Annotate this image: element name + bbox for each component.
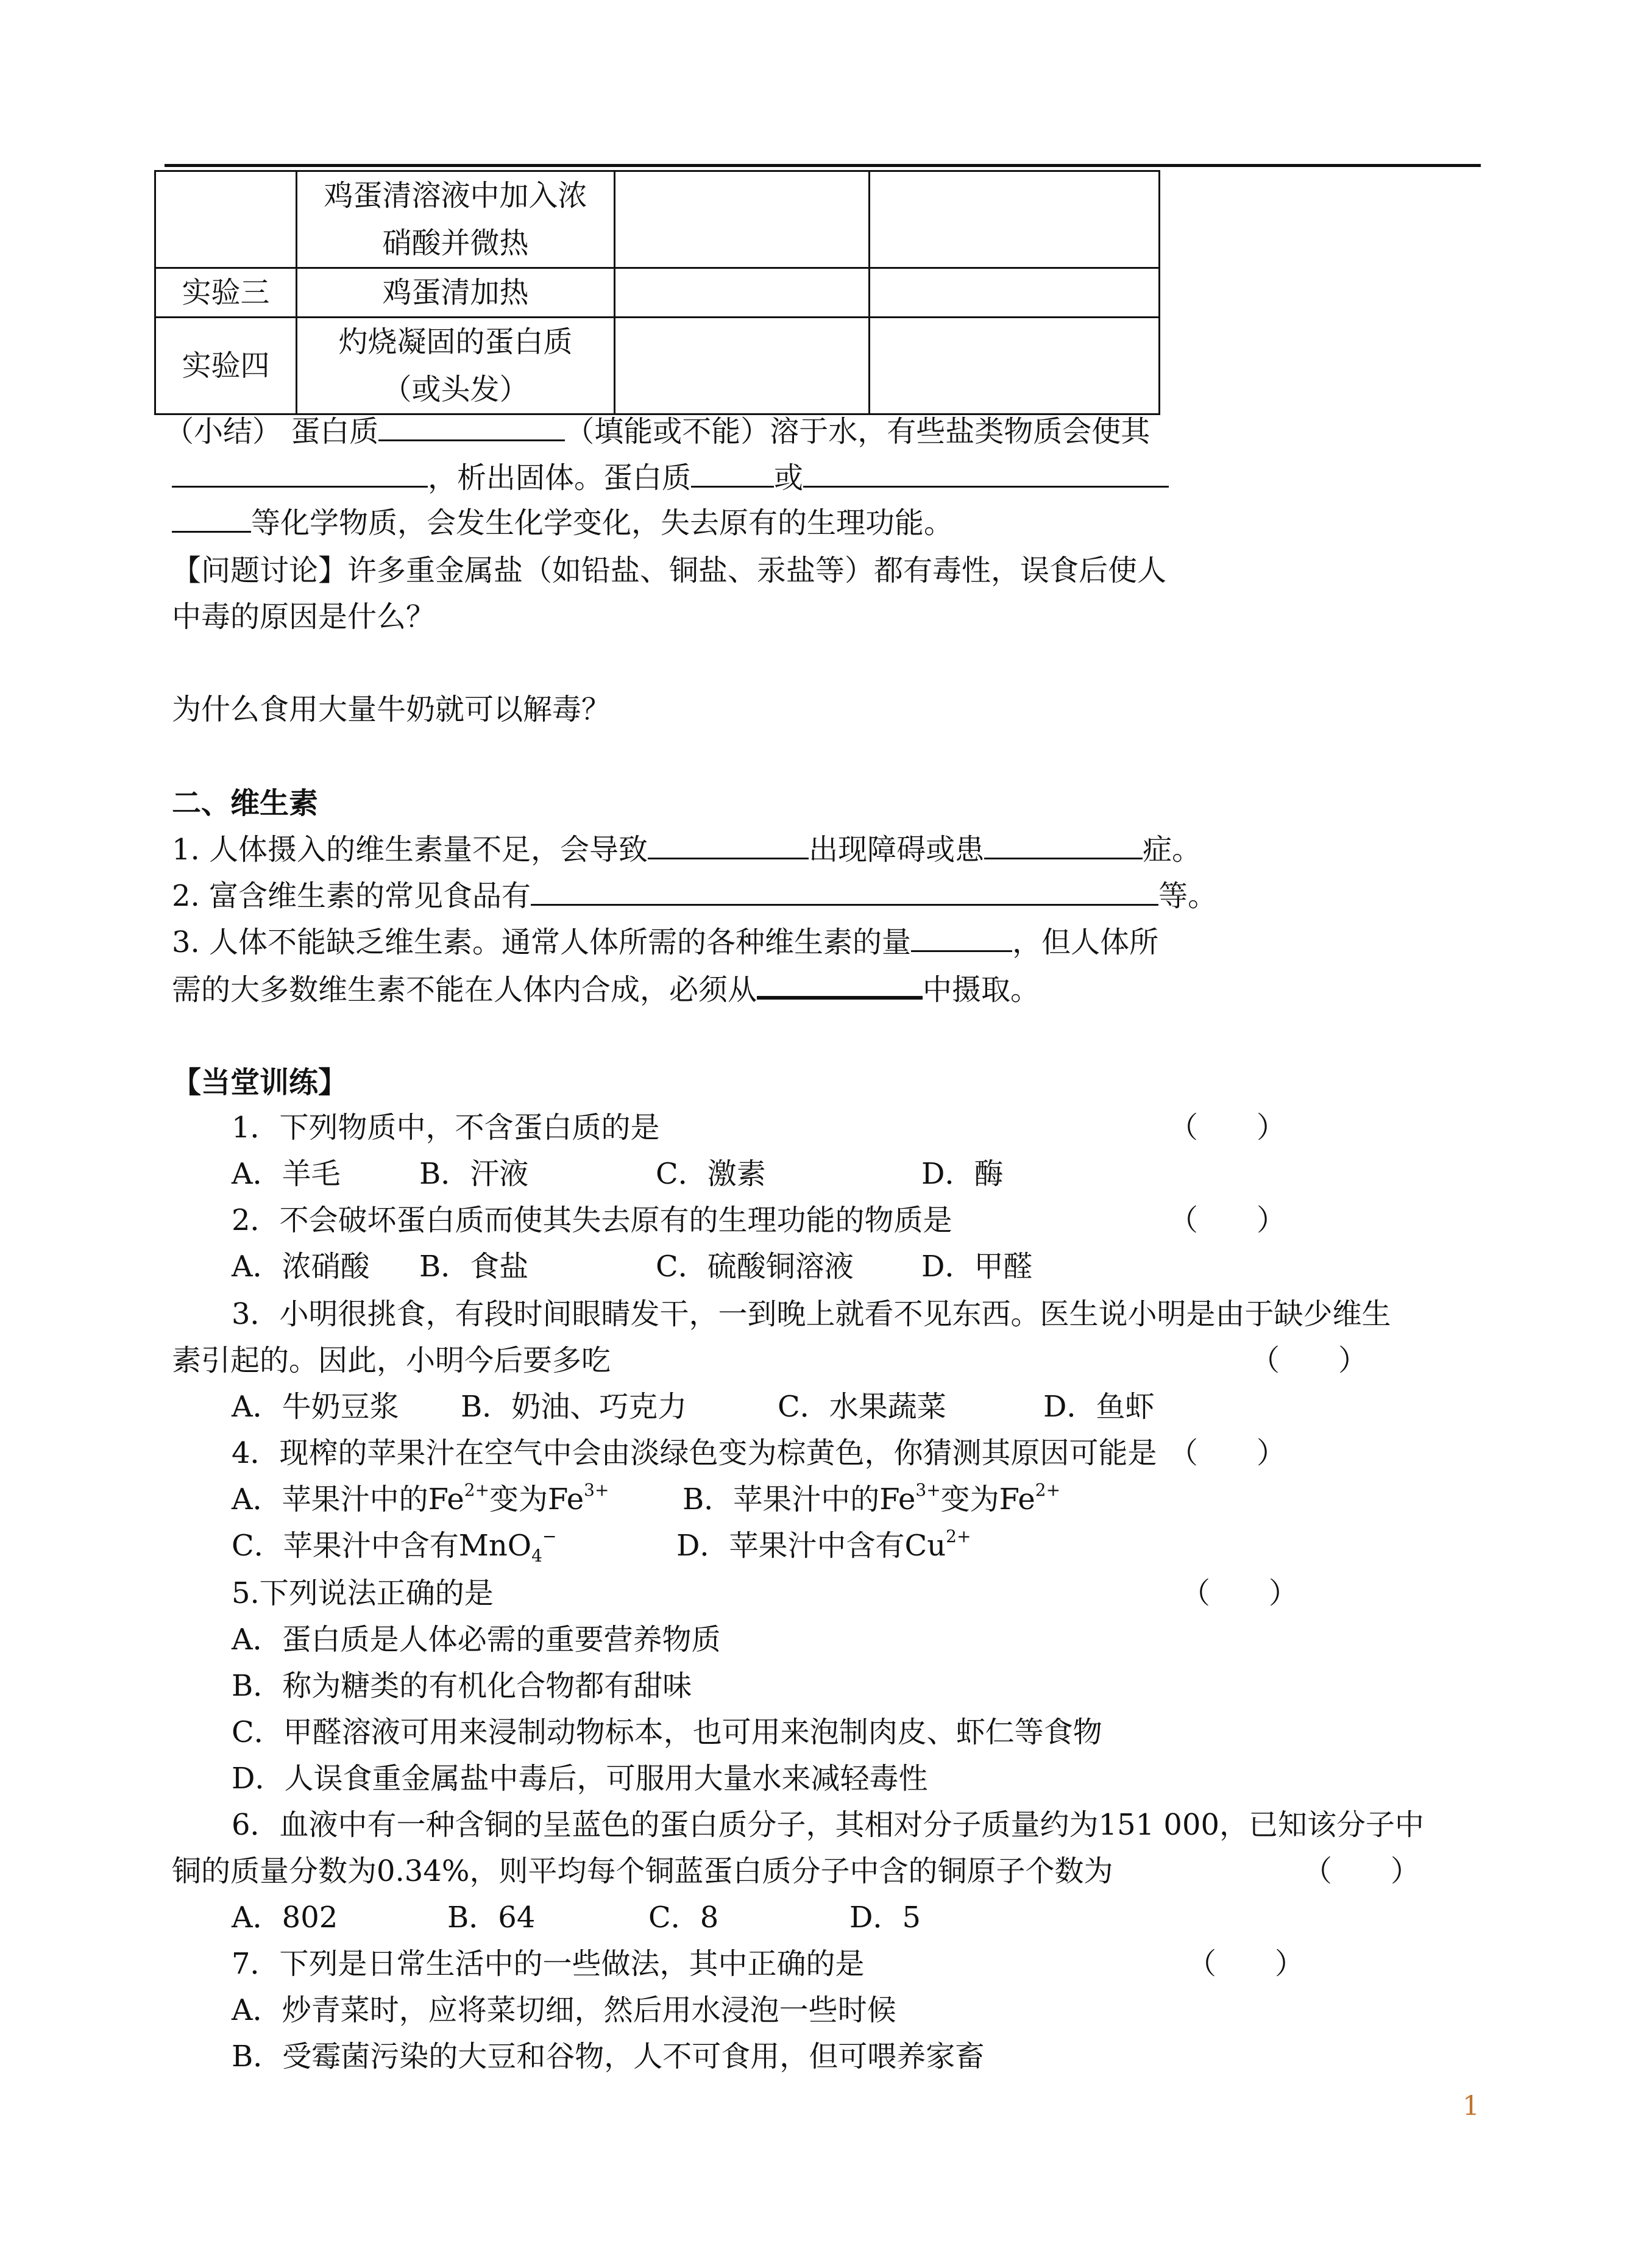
option-d[interactable] <box>676 1526 971 1565</box>
option-c[interactable]: C．激素 <box>656 1157 766 1191</box>
summary-line-3 <box>172 503 953 542</box>
row-desc: 鸡蛋清加热 <box>297 268 615 318</box>
answer-blank[interactable] <box>378 413 565 441</box>
question-text: 中摄取。 <box>923 973 1040 1007</box>
options-4-cd <box>232 1526 971 1565</box>
discussion-line: 为什么食用大量牛奶就可以解毒？ <box>172 692 611 727</box>
option-b[interactable]: B．汗液 <box>419 1157 529 1191</box>
summary-text: 或 <box>774 461 804 495</box>
vitamin-q3-cont <box>172 969 1040 1009</box>
summary-text: （填能或不能）溶于水，有些盐类物质会使其 <box>565 414 1150 449</box>
answer-blank[interactable] <box>691 459 774 488</box>
option-b[interactable]: B．受霉菌污染的大豆和谷物，人不可食用，但可喂养家畜 <box>232 2039 985 2074</box>
blank-cell[interactable] <box>870 268 1160 318</box>
option-text: C．苹果汁中含有MnO <box>232 1529 532 1563</box>
vitamin-q1 <box>172 830 1201 869</box>
option-a[interactable] <box>232 1480 682 1519</box>
answer-blank[interactable] <box>172 504 251 533</box>
option-c[interactable]: C．水果蔬菜 <box>778 1390 946 1424</box>
question-text: 素引起的。因此，小明今后要多吃 <box>172 1343 611 1378</box>
row-desc <box>297 171 615 268</box>
options-6 <box>232 1898 921 1937</box>
answer-blank[interactable] <box>757 969 923 1000</box>
blank-cell[interactable] <box>870 171 1160 268</box>
question-3-cont <box>172 1341 1403 1380</box>
option-b[interactable]: B．奶油、巧克力 <box>461 1390 687 1424</box>
question-text: 需的大多数维生素不能在人体内合成，必须从 <box>172 973 757 1007</box>
answer-blank[interactable] <box>803 459 1169 488</box>
option-d[interactable]: D．甲醛 <box>921 1250 1033 1284</box>
question-text: 出现障碍或患 <box>809 833 985 867</box>
option-a[interactable]: A．浓硝酸 <box>232 1250 370 1284</box>
question-text: 2．不会破坏蛋白质而使其失去原有的生理功能的物质是 <box>232 1203 952 1237</box>
options-1 <box>232 1154 1004 1193</box>
option-c[interactable] <box>232 1526 676 1565</box>
blank-cell[interactable] <box>870 318 1160 414</box>
desc-line: 硝酸并微热 <box>382 226 529 260</box>
summary-text: 等化学物质，会发生化学变化，失去原有的生理功能。 <box>251 506 954 540</box>
option-c[interactable]: C．甲醛溶液可用来浸制动物标本，也可用来泡制肉皮、虾仁等食物 <box>232 1715 1102 1749</box>
row-label: 实验三 <box>155 268 297 318</box>
option-text: 变为Fe <box>940 1482 1035 1516</box>
question-5 <box>232 1574 1420 1613</box>
answer-bracket[interactable]: （ ） <box>1250 1343 1368 1378</box>
table-row <box>155 268 1160 318</box>
option-a[interactable]: A．炒青菜时，应将菜切细，然后用水浸泡一些时候 <box>232 1993 896 2027</box>
question-3: 3．小明很挑食，有段时间眼睛发干，一到晚上就看不见东西。医生说小明是由于缺少维生 <box>232 1297 1391 1331</box>
row-label: 实验四 <box>155 318 297 414</box>
question-text: 7．下列是日常生活中的一些做法，其中正确的是 <box>232 1947 865 1981</box>
experiment-table <box>154 170 1160 415</box>
blank-cell[interactable] <box>615 171 870 268</box>
question-2 <box>232 1201 1408 1240</box>
option-text: A．苹果汁中的Fe <box>232 1482 464 1516</box>
blank-cell[interactable] <box>615 268 870 318</box>
answer-bracket[interactable]: （ ） <box>1186 1947 1304 1981</box>
table-row <box>155 171 1160 268</box>
answer-blank[interactable] <box>648 831 809 859</box>
answer-blank[interactable] <box>984 831 1143 859</box>
summary-line-1 <box>165 412 1150 451</box>
desc-line: 鸡蛋清溶液中加入浓 <box>324 179 587 213</box>
summary-line-2 <box>172 458 1169 497</box>
blank-cell[interactable] <box>615 318 870 414</box>
options-3 <box>232 1387 1155 1426</box>
option-a[interactable]: A．羊毛 <box>232 1157 341 1191</box>
discussion-line: 中毒的原因是什么？ <box>172 600 436 634</box>
desc-line: 灼烧凝固的蛋白质 <box>338 325 573 359</box>
section-heading: 【当堂训练】 <box>172 1065 348 1100</box>
option-a[interactable]: A．802 <box>232 1900 338 1935</box>
vitamin-q2 <box>172 876 1217 915</box>
answer-bracket[interactable]: （ ） <box>1168 1203 1286 1237</box>
option-d[interactable]: D．人误食重金属盐中毒后，可服用大量水来减轻毒性 <box>232 1761 928 1796</box>
option-b[interactable]: B．64 <box>447 1900 536 1935</box>
superscript: 3+ <box>915 1480 941 1500</box>
answer-blank[interactable] <box>172 459 428 488</box>
row-desc <box>297 318 615 414</box>
answer-bracket[interactable]: （ ） <box>1180 1576 1298 1610</box>
question-text: 1. 人体摄入的维生素量不足，会导致 <box>172 833 648 867</box>
question-text: 4．现榨的苹果汁在空气中会由淡绿色变为棕黄色，你猜测其原因可能是 <box>232 1436 1157 1470</box>
question-text: 2. 富含维生素的常见食品有 <box>172 879 531 913</box>
question-4 <box>232 1434 1408 1473</box>
question-6-cont <box>172 1852 1420 1891</box>
question-text: ，但人体所 <box>1012 925 1159 959</box>
answer-bracket[interactable]: （ ） <box>1302 1854 1420 1888</box>
question-text: 铜的质量分数为0.34%，则平均每个铜蓝蛋白质分子中含的铜原子个数为 <box>172 1854 1113 1888</box>
option-b[interactable]: B．食盐 <box>419 1250 529 1284</box>
table-row <box>155 318 1160 414</box>
superscript: 2+ <box>464 1480 490 1500</box>
option-a[interactable]: A．蛋白质是人体必需的重要营养物质 <box>232 1623 721 1657</box>
option-text: B．苹果汁中的Fe <box>682 1482 916 1516</box>
answer-blank[interactable] <box>911 923 1012 952</box>
desc-line: （或头发） <box>382 372 529 407</box>
superscript: 3+ <box>584 1480 609 1500</box>
answer-bracket[interactable]: （ ） <box>1168 1436 1286 1470</box>
option-c[interactable]: C．8 <box>648 1900 719 1935</box>
header-rule <box>165 164 1481 167</box>
answer-bracket[interactable]: （ ） <box>1168 1111 1286 1145</box>
options-4-ab <box>232 1480 1060 1519</box>
option-b[interactable]: B．称为糖类的有机化合物都有甜味 <box>232 1669 692 1703</box>
question-1 <box>232 1108 1408 1147</box>
question-6: 6．血液中有一种含铜的呈蓝色的蛋白质分子，其相对分子质量约为151 000，已知该分子中 <box>232 1808 1425 1842</box>
question-text: 3. 人体不能缺乏维生素。通常人体所需的各种维生素的量 <box>172 925 912 959</box>
superscript: − <box>542 1526 557 1546</box>
section-heading: 二、维生素 <box>172 786 319 820</box>
option-d[interactable]: D．5 <box>849 1900 921 1935</box>
option-c[interactable]: C．硫酸铜溶液 <box>656 1250 854 1284</box>
option-text: D．苹果汁中含有Cu <box>676 1529 946 1563</box>
question-text: 5.下列说法正确的是 <box>232 1576 494 1610</box>
superscript: 2+ <box>946 1526 971 1546</box>
row-label <box>155 171 297 268</box>
question-7 <box>232 1944 1420 1983</box>
superscript: 2+ <box>1035 1480 1061 1500</box>
question-text: 症。 <box>1143 833 1202 867</box>
option-text: 变为Fe <box>489 1482 584 1516</box>
question-text: 1．下列物质中，不含蛋白质的是 <box>232 1111 660 1145</box>
subscript: 4 <box>531 1546 542 1566</box>
summary-text: ，析出固体。蛋白质 <box>428 461 692 495</box>
vitamin-q3 <box>172 923 1158 962</box>
summary-text: （小结） 蛋白质 <box>165 414 379 449</box>
option-d[interactable]: D．鱼虾 <box>1043 1390 1155 1424</box>
page-number: 1 <box>1462 2091 1480 2122</box>
option-a[interactable]: A．牛奶豆浆 <box>232 1390 399 1424</box>
option-b[interactable] <box>682 1480 1060 1519</box>
option-d[interactable]: D．酶 <box>921 1157 1004 1191</box>
options-2 <box>232 1247 1033 1286</box>
discussion-line: 【问题讨论】许多重金属盐（如铅盐、铜盐、汞盐等）都有毒性，误食后使人 <box>172 553 1167 588</box>
question-text: 等。 <box>1158 879 1218 913</box>
answer-blank[interactable] <box>531 877 1158 906</box>
